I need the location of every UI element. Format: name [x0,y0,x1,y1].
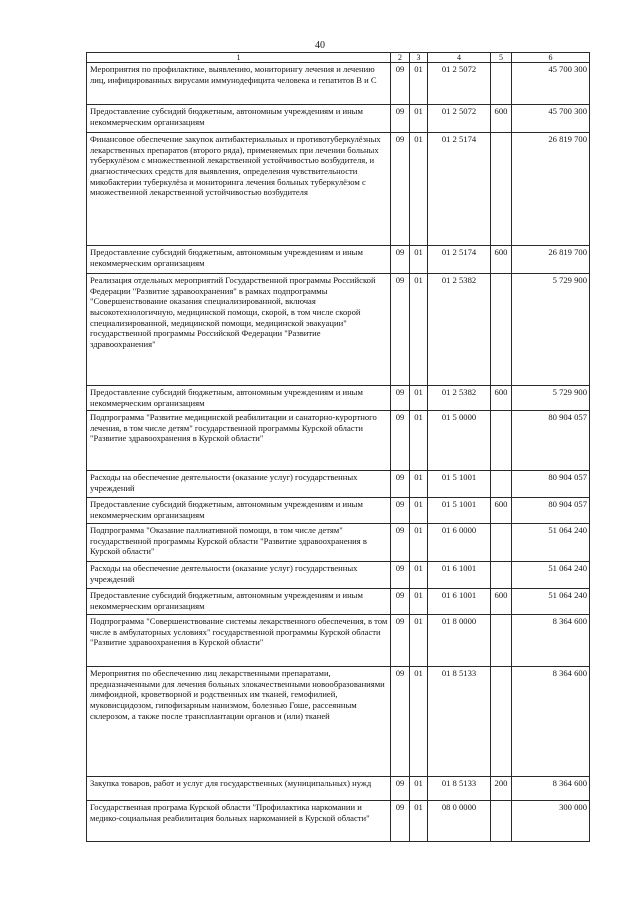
table-row [87,63,590,105]
expense-type-code [491,274,512,386]
amount: 45 700 300 [512,63,590,105]
amount: 51 064 240 [512,562,590,589]
section-code: 09 [391,386,410,411]
subsection-code: 01 [410,524,428,562]
expense-type-code: 200 [491,777,512,801]
table-row [87,524,590,562]
amount: 8 364 600 [512,777,590,801]
amount: 45 700 300 [512,105,590,133]
column-header: 6 [512,53,590,63]
target-article-code: 01 2 5072 [428,105,491,133]
target-article-code: 01 8 0000 [428,615,491,667]
subsection-code: 01 [410,562,428,589]
expense-type-code [491,667,512,777]
amount: 80 904 057 [512,471,590,498]
section-code: 09 [391,777,410,801]
section-code: 09 [391,615,410,667]
amount: 26 819 700 [512,133,590,246]
section-code: 09 [391,801,410,842]
table-row [87,471,590,498]
table-row [87,777,590,801]
table-row [87,274,590,386]
table-row [87,589,590,615]
table-row [87,801,590,842]
table-row [87,105,590,133]
table-row [87,386,590,411]
expense-type-code [491,524,512,562]
target-article-code: 01 5 0000 [428,411,491,471]
subsection-code: 01 [410,274,428,386]
expense-type-code: 600 [491,386,512,411]
column-header: 3 [410,53,428,63]
column-header: 4 [428,53,491,63]
subsection-code: 01 [410,246,428,274]
section-code: 09 [391,246,410,274]
target-article-code: 01 2 5174 [428,246,491,274]
expense-type-code [491,63,512,105]
target-article-code: 01 5 1001 [428,498,491,524]
column-header: 1 [87,53,391,63]
row-description: Подпрограмма "Совершенствование системы лекарственного обеспечения, в том числе в амбулаторных условиях" государственной программы Курской области "Развитие здравоохранения в Курской области" [87,615,391,667]
expense-type-code: 600 [491,589,512,615]
subsection-code: 01 [410,667,428,777]
target-article-code: 01 5 1001 [428,471,491,498]
target-article-code: 01 2 5382 [428,386,491,411]
table-row [87,246,590,274]
expense-type-code [491,615,512,667]
expense-type-code: 600 [491,246,512,274]
expense-type-code [491,411,512,471]
row-description: Расходы на обеспечение деятельности (оказание услуг) государственных учреждений [87,562,391,589]
section-code: 09 [391,589,410,615]
amount: 80 904 057 [512,498,590,524]
row-description: Мероприятия по профилактике, выявлению, мониторингу лечения и лечению лиц, инфицированных вирусами иммунодефицита человека и гепатитов В и С [87,63,391,105]
amount: 51 064 240 [512,524,590,562]
table-row [87,411,590,471]
expense-type-code [491,133,512,246]
target-article-code: 01 2 5174 [428,133,491,246]
expense-type-code [491,562,512,589]
target-article-code: 01 6 0000 [428,524,491,562]
row-description: Финансовое обеспечение закупок антибактериальных и противотуберкулёзных лекарственных препаратов (второго ряда), применяемых при лечении больных туберкулёзом с множественной лекарственной устойчивостью возбудителя, и диагностических средств для выявления, определения чувствительности микобактерии туберкулёза и мониторинга лечения больных туберкулёзом с множественной лекарственной устойчивостью возбудителя [87,133,391,246]
target-article-code: 01 2 5072 [428,63,491,105]
amount: 26 819 700 [512,246,590,274]
target-article-code: 01 6 1001 [428,562,491,589]
subsection-code: 01 [410,411,428,471]
subsection-code: 01 [410,615,428,667]
section-code: 09 [391,667,410,777]
section-code: 09 [391,63,410,105]
section-code: 09 [391,498,410,524]
amount: 5 729 900 [512,386,590,411]
table-row [87,667,590,777]
budget-table [86,52,590,842]
row-description: Мероприятия по обеспечению лиц лекарственными препаратами, предназначенными для лечения больных злокачественными новообразованиями лимфоидной, кроветворной и родственных им тканей, гемофилией, муковисцидозом, гипофизарным нанизмом, болезнью Гоше, рассеянным склерозом, а также после трансплантации органов и (или) тканей [87,667,391,777]
row-description: Предоставление субсидий бюджетным, автономным учреждениям и иным некоммерческим организациям [87,246,391,274]
section-code: 09 [391,471,410,498]
expense-type-code: 600 [491,105,512,133]
target-article-code: 01 6 1001 [428,589,491,615]
section-code: 09 [391,524,410,562]
expense-type-code [491,801,512,842]
subsection-code: 01 [410,589,428,615]
table-row [87,133,590,246]
row-description: Закупка товаров, работ и услуг для государственных (муниципальных) нужд [87,777,391,801]
table-header-row [87,53,590,63]
subsection-code: 01 [410,386,428,411]
amount: 8 364 600 [512,615,590,667]
column-header: 5 [491,53,512,63]
amount: 80 904 057 [512,411,590,471]
section-code: 09 [391,411,410,471]
section-code: 09 [391,105,410,133]
row-description: Государственная програма Курской области "Профилактика наркомании и медико-социальная реабилитация больных наркоманией в Курской области" [87,801,391,842]
column-header: 2 [391,53,410,63]
row-description: Реализация отдельных мероприятий Государственной программы Российской Федерации "Развитие здравоохранения" в рамках подпрограммы "Совершенствование оказания специализированной, включая высокотехнологичную, медицинской помощи, скорой, в том числе скорой специализированной, медицинской помощи, медицинской эвакуации" государственной программы Российской Федерации "Развитие здравоохранения" [87,274,391,386]
section-code: 09 [391,274,410,386]
page-number: 40 [315,40,325,51]
section-code: 09 [391,133,410,246]
row-description: Подпрограмма "Оказание паллиативной помощи, в том числе детям" государственной программы Курской области "Развитие здравоохранения в Курской области" [87,524,391,562]
table-row [87,498,590,524]
target-article-code: 01 2 5382 [428,274,491,386]
subsection-code: 01 [410,133,428,246]
subsection-code: 01 [410,63,428,105]
subsection-code: 01 [410,471,428,498]
amount: 5 729 900 [512,274,590,386]
table-row [87,562,590,589]
subsection-code: 01 [410,801,428,842]
row-description: Предоставление субсидий бюджетным, автономным учреждениям и иным некоммерческим организациям [87,498,391,524]
subsection-code: 01 [410,777,428,801]
amount: 51 064 240 [512,589,590,615]
subsection-code: 01 [410,498,428,524]
target-article-code: 01 8 5133 [428,667,491,777]
row-description: Предоставление субсидий бюджетным, автономным учреждениям и иным некоммерческим организациям [87,386,391,411]
amount: 300 000 [512,801,590,842]
subsection-code: 01 [410,105,428,133]
row-description: Предоставление субсидий бюджетным, автономным учреждениям и иным некоммерческим организациям [87,589,391,615]
section-code: 09 [391,562,410,589]
row-description: Предоставление субсидий бюджетным, автономным учреждениям и иным некоммерческим организациям [87,105,391,133]
row-description: Расходы на обеспечение деятельности (оказание услуг) государственных учреждений [87,471,391,498]
row-description: Подпрограмма "Развитие медицинской реабилитации и санаторно-курортного лечения, в том числе детям" государственной программы Курской области "Развитие здравоохранения в Курской области" [87,411,391,471]
table-row [87,615,590,667]
expense-type-code [491,471,512,498]
target-article-code: 01 8 5133 [428,777,491,801]
amount: 8 364 600 [512,667,590,777]
target-article-code: 08 0 0000 [428,801,491,842]
expense-type-code: 600 [491,498,512,524]
